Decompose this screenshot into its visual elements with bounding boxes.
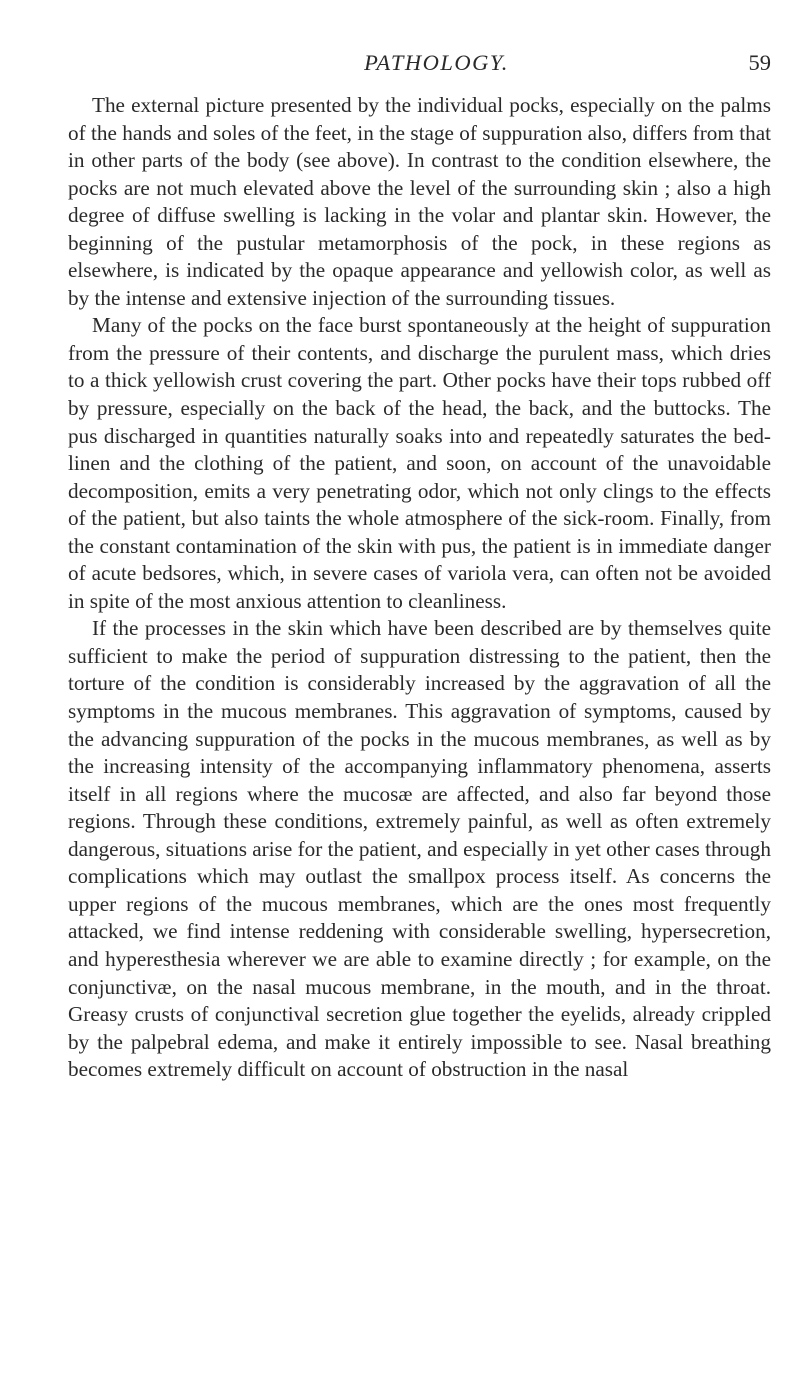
- page-number: 59: [748, 50, 771, 75]
- paragraph: Many of the pocks on the face burst spontaneously at the height of suppuration from the pressure of their contents, and discharge the purulent mass, which dries to a thick yellowish crust covering the part. Other pocks have their tops rubbed off by pressure, especially on the back of the head, the back, and the buttocks. The pus discharged in quantities naturally soaks into and repeatedly saturates the bed-linen and the clothing of the patient, and soon, on account of the unavoidable decomposition, emits a very penetrating odor, which not only clings to the effects of the patient, but also taints the whole atmosphere of the sick-room. Finally, from the constant contamination of the skin with pus, the patient is in immediate danger of acute bedsores, which, in severe cases of variola vera, can often not be avoided in spite of the most anxious attention to cleanliness.: [68, 313, 771, 613]
- paragraph: The external picture presented by the individual pocks, especially on the palms of the hands and soles of the feet, in the stage of suppuration also, differs from that in other parts of the body (see above). In contrast to the condition elsewhere, the pocks are not much elevated above the level of the surrounding skin ; also a high degree of diffuse swelling is lacking in the volar and plantar skin. However, the beginning of the pustular metamorphosis of the pock, in these regions as elsewhere, is indicated by the opaque appearance and yellowish color, as well as by the intense and extensive injection of the surrounding tissues.: [68, 93, 771, 310]
- running-title: PATHOLOGY.: [364, 50, 509, 75]
- paragraph: If the processes in the skin which have been described are by themselves quite sufficient to make the period of suppuration distressing to the patient, then the torture of the condition is considerably increased by the aggravation of all the symptoms in the mucous membranes. This aggravation of symptoms, caused by the advancing suppuration of the pocks in the mucous membranes, as well as by the increasing intensity of the accompanying inflammatory phenomena, asserts itself in all regions where the mucosæ are affected, and also far beyond those regions. Through these conditions, extremely painful, as well as often extremely dangerous, situations arise for the patient, and especially in yet other cases through complications which may outlast the smallpox process itself. As concerns the upper regions of the mucous membranes, which are the ones most frequently attacked, we find intense reddening with considerable swelling, hypersecretion, and hyperesthesia wherever we are able to examine directly ; for example, on the conjunctivæ, on the nasal mucous membrane, in the mouth, and in the throat. Greasy crusts of conjunctival secretion glue together the eyelids, already crippled by the palpebral edema, and make it entirely impossible to see. Nasal breathing becomes extremely difficult on account of obstruction in the nasal: [68, 616, 771, 1082]
- running-header: [68, 50, 771, 80]
- body-text: [68, 92, 771, 1084]
